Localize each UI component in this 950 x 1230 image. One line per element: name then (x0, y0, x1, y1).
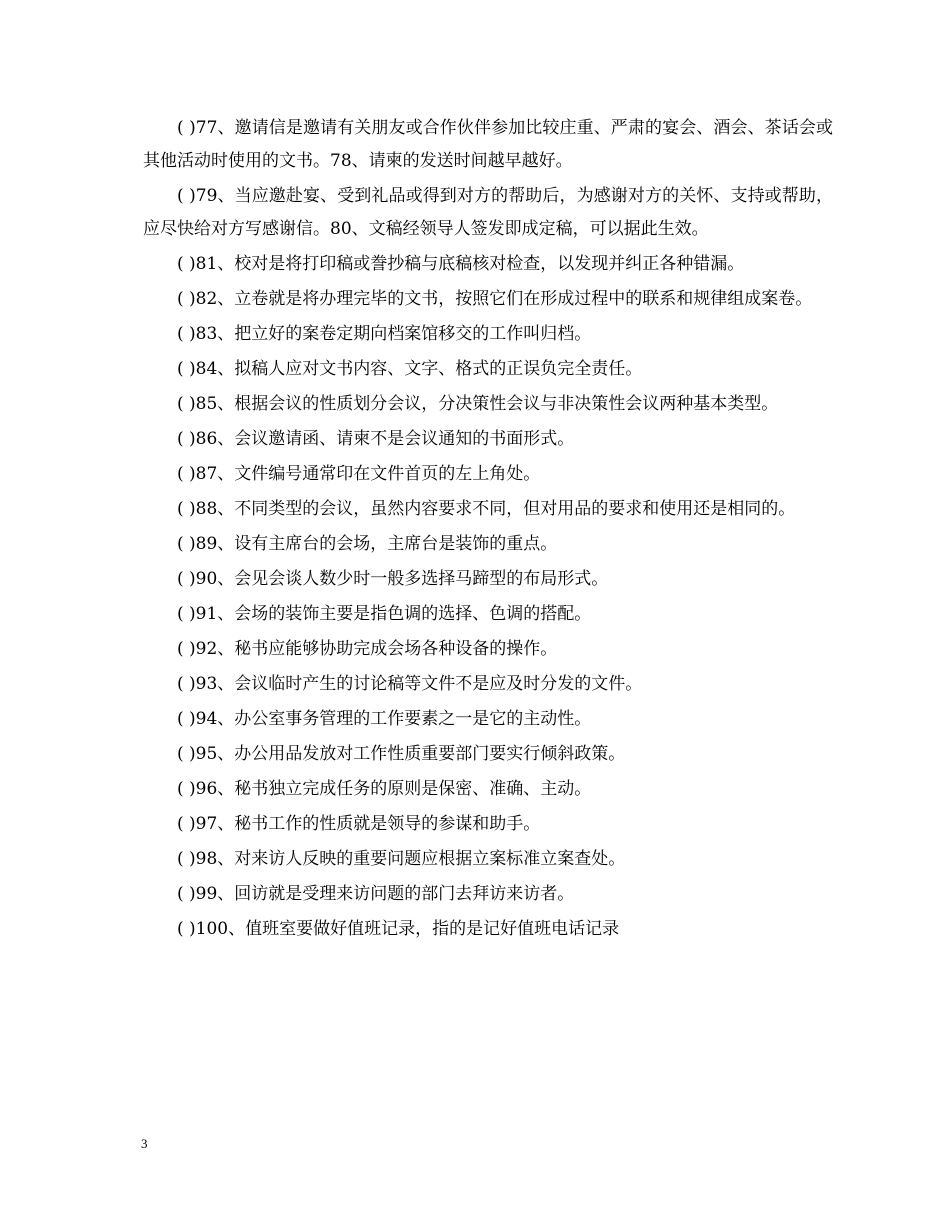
paragraph-q79-80: ( )79、当应邀赴宴、受到礼品或得到对方的帮助后，为感谢对方的关怀、支持或帮助，应尽快给对方写感谢信。80、文稿经领导人签发即成定稿，可以据此生效。 (143, 186, 833, 239)
paragraph-q85: ( )85、根据会议的性质划分会议，分决策性会议与非决策性会议两种基本类型。 (177, 394, 779, 414)
paragraph-q90: ( )90、会见会谈人数少时一般多选择马蹄型的布局形式。 (177, 569, 609, 589)
paragraph-q83: ( )83、把立好的案卷定期向档案馆移交的工作叫归档。 (177, 324, 592, 344)
paragraph-q97: ( )97、秘书工作的性质就是领导的参谋和助手。 (177, 814, 541, 834)
paragraph-q87: ( )87、文件编号通常印在文件首页的左上角处。 (177, 464, 541, 484)
paragraph-q77-78: ( )77、邀请信是邀请有关朋友或合作伙伴参加比较庄重、严肃的宴会、酒会、茶话会或其他活动时使用的文书。78、请柬的发送时间越早越好。 (143, 118, 833, 171)
paragraph-q81: ( )81、校对是将打印稿或誊抄稿与底稿核对检查，以发现并纠正各种错漏。 (177, 254, 745, 274)
page-number: 3 (141, 1136, 148, 1151)
paragraph-q92: ( )92、秘书应能够协助完成会场各种设备的操作。 (177, 639, 558, 659)
paragraph-q99: ( )99、回访就是受理来访问题的部门去拜访来访者。 (177, 884, 575, 904)
paragraph-q91: ( )91、会场的装饰主要是指色调的选择、色调的搭配。 (177, 604, 592, 624)
paragraph-q94: ( )94、办公室事务管理的工作要素之一是它的主动性。 (177, 709, 592, 729)
paragraph-q88: ( )88、不同类型的会议，虽然内容要求不同，但对用品的要求和使用还是相同的。 (177, 499, 796, 519)
paragraph-q93: ( )93、会议临时产生的讨论稿等文件不是应及时分发的文件。 (177, 674, 643, 694)
paragraph-q100: ( )100、值班室要做好值班记录，指的是记好值班电话记录 (177, 919, 620, 939)
paragraph-q95: ( )95、办公用品发放对工作性质重要部门要实行倾斜政策。 (177, 744, 626, 764)
paragraph-q89: ( )89、设有主席台的会场，主席台是装饰的重点。 (177, 534, 558, 554)
paragraph-q84: ( )84、拟稿人应对文书内容、文字、格式的正误负完全责任。 (177, 359, 643, 379)
paragraph-q86: ( )86、会议邀请函、请柬不是会议通知的书面形式。 (177, 429, 575, 449)
paragraph-q98: ( )98、对来访人反映的重要问题应根据立案标准立案查处。 (177, 849, 626, 869)
document-body (143, 112, 833, 948)
paragraph-q82: ( )82、立卷就是将办理完毕的文书，按照它们在形成过程中的联系和规律组成案卷。 (177, 289, 813, 309)
paragraph-q96: ( )96、秘书独立完成任务的原则是保密、准确、主动。 (177, 779, 592, 799)
